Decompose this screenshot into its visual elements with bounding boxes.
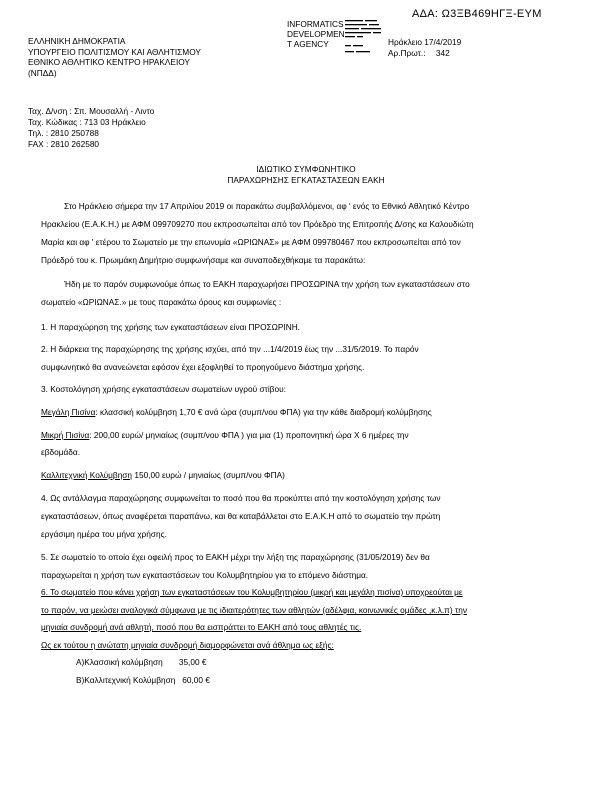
term-1: 1. Η παραχώρηση της χρήσης των εγκαταστάσεων είναι ΠΡΟΣΩΡΙΝΗ. (41, 322, 300, 332)
address-line-2: Ταχ. Κώδικας : 713 03 Ηράκλειο (28, 117, 146, 127)
intro-line-1: Στο Ηράκλειο σήμερα την 17 Απριλίου 2019 οι παρακάτω συμβαλλόμενοι, αφ ' ενός το Εθνικό Αθλητικό Κέντρο (64, 201, 470, 211)
ada-code: ΑΔΑ: Ω3ΞΒ469ΗΓΞ-ΕΥΜ (412, 8, 542, 20)
pool-small-label: Μικρή Πισίνα (41, 430, 90, 440)
header-line-4: (ΝΠΔΔ) (28, 67, 57, 78)
term-6-line-1: 6. Το σωματείο που κάνει χρήση των εγκαταστάσεων του Κολυμβητηρίου (μικρή και μεγάλη πισίνα) υποχρεούται με (41, 587, 463, 597)
fee-classic: Α)Κλασσική κολύμβηση 35,00 € (76, 657, 207, 667)
address-line-1: Ταχ. Δ/νση : Σπ. Μουσαλλή - Λιντο (28, 106, 155, 116)
header-line-2: ΥΠΟΥΡΓΕΙΟ ΠΟΛΙΤΙΣΜΟΥ ΚΑΙ ΑΘΛΗΤΙΣΜΟΥ (28, 46, 201, 57)
protocol-label: Αρ.Πρωτ.: (388, 48, 426, 58)
address-line-4: FAX : 2810 262580 (28, 139, 100, 149)
stamp-line-1: INFORMATICS (287, 19, 344, 29)
term-5-line-2: παραχωρείται η χρήση των εγκαταστάσεων του Κολυμβητηρίου για το επόμενο διάστημα. (41, 570, 369, 580)
protocol-row (388, 48, 450, 59)
title-line-1: ΙΔΙΩΤΙΚΟ ΣΥΜΦΩΝΗΤΙΚΟ (256, 164, 356, 174)
artistic-label: Καλλιτεχνική Κολύμβηση (41, 470, 133, 480)
intro2-line-2: σωματείο «ΩΡΙΩΝΑΣ.» με τους παρακάτω όρους και συμφωνίες : (41, 297, 282, 307)
header-block (28, 36, 201, 78)
address-block (28, 106, 154, 150)
term-6-line-2: το παρόν, να μειώσει αναλογικά σύμφωνα με τις ιδιαιτερότητες των αθλητών (αδέλφια, κοινωνικές ομάδες ,κ.λ.π) την (41, 605, 468, 615)
header-line-1: ΕΛΛΗΝΙΚΗ ΔΗΜΟΚΡΑΤΙΑ (28, 36, 126, 46)
address-line-3: Τηλ. : 2810 250788 (28, 128, 99, 138)
digital-signature-stamp (287, 19, 383, 57)
pool-big-row (41, 407, 432, 418)
stamp-line-3: T AGENCY (287, 39, 329, 49)
intro2-line-1: Ήδη με το παρόν συμφωνούμε όπως το ΕΑΚΗ παραχωρήσει ΠΡΟΣΩΡΙΝΑ την χρήση των εγκαταστάσεων στο (64, 279, 470, 289)
artistic-text: 150,00 ευρώ / μηνιαίως (συμπ/νου ΦΠΑ) (132, 470, 285, 480)
document-title (0, 164, 612, 185)
pool-big-text: : κλασσική κολύμβηση 1,70 € ανά ώρα (συμπ/νου ΦΠΑ) για την κάθε διαδρομή κολύμβησης (95, 407, 432, 417)
fee-artistic: Β)Καλλιτεχνική Κολύμβηση 60,00 € (76, 675, 210, 685)
intro-line-2: Ηρακλείου (Ε.Α.Κ.Η.) με ΑΦΜ 099709270 που εκπροσωπείται από τον Πρόεδρο της Επιτροπής Δ/σης κα Καλουδιώτη (41, 219, 474, 229)
pool-big-label: Μεγάλη Πισίνα (41, 407, 96, 417)
pool-small-row (41, 430, 409, 441)
term-5-line-1: 5. Σε σωματείο το οποίο έχει οφειλή προς το ΕΑΚΗ μέχρι την λήξη της παραχώρησης (31/05/2019) δεν θα (41, 552, 430, 562)
title-line-2: ΠΑΡΑΧΩΡΗΣΗΣ ΕΓΚΑΤΑΣΤΑΣΕΩΝ ΕΑΚΗ (227, 174, 385, 185)
term-6-line-3: μηνιαία συνδρομή ανά αθλητή, ποσό που θα εισπράττει το ΕΑΚΗ από τους αθλητές τις. (41, 622, 362, 632)
stamp-fine-print-graphic (345, 20, 385, 54)
term-6-last: Ως εκ τούτου η ανώτατη μηνιαία συνδρομή διαμορφώνεται ανά άθλημα ως εξής: (41, 640, 334, 650)
term-2-line-2: συμφωνητικό θα ανανεώνεται εφόσον έχει εξοφληθεί το προηγούμενο διάστημα χρήσης. (41, 362, 365, 372)
header-line-3: ΕΘΝΙΚΟ ΑΘΛΗΤΙΚΟ ΚΕΝΤΡΟ ΗΡΑΚΛΕΙΟΥ (28, 57, 190, 67)
term-2-line-1: 2. Η διάρκεια της παραχώρησης της χρήσης ισχύει, από την ...1/4/2019 έως την ...31/5/2019. Το παρόν (41, 344, 419, 354)
term-4-line-1: 4. Ως αντάλλαγμα παραχώρησης συμφωνείται το ποσό που θα προκύπτει από την κοστολόγηση χρήσης των (41, 493, 441, 503)
term-4-line-2: εγκαταστάσεων, όπως αναφέρεται παραπάνω, και θα καταβάλλεται στο Ε.Α.Κ.Η από το σωματείο την πρώτη (41, 511, 441, 521)
intro-line-3: Μαρία και αφ ' ετέρου το Σωματείο με την επωνυμία «ΩΡΙΩΝΑΣ» με ΑΦΜ 099780467 που εκπροσωπείται από τον (41, 237, 461, 247)
term-3: 3. Κοστολόγηση χρήσης εγκαταστάσεων σωματείων υγρού στίβου: (41, 384, 286, 394)
artistic-row (41, 470, 285, 481)
stamp-line-2: DEVELOPMEN (287, 29, 345, 39)
protocol-number: 342 (435, 48, 450, 58)
pool-small-text: : 200,00 ευρώ/ μηνιαίως (συμπ/νου ΦΠΑ ) για μια (1) προπονητική ώρα Χ 6 ημέρες την (89, 430, 409, 440)
place-date: Ηράκλειο 17/4/2019 (388, 37, 462, 47)
term-4-line-3: εργάσιμη ημέρα του μήνα χρήσης. (41, 529, 167, 539)
intro-line-4: Πρόεδρό του κ. Πρωιμάκη Δημήτριο συμφωνήσαμε και συναποδεχθήκαμε τα παρακάτω: (41, 255, 366, 265)
pool-small-line-2: εβδομάδα. (41, 447, 81, 457)
